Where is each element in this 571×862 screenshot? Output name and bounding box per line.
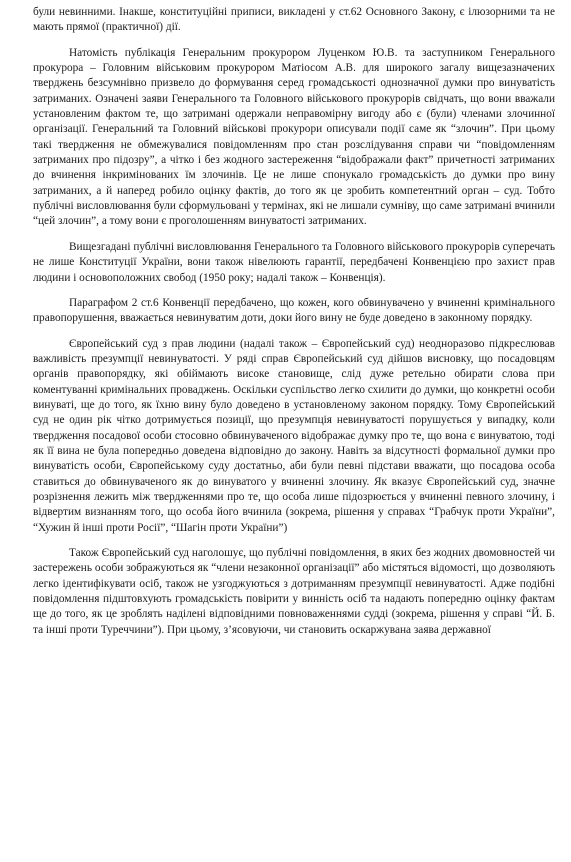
paragraph-continuation: були невинними. Інакше, конституційні приписи, викладені у ст.62 Основного Закону, є ілюзорними та не мають прямої (практичної) дії. (33, 6, 555, 34)
paragraph-article-6: Параграфом 2 ст.6 Конвенції передбачено, що кожен, кого обвинувачено у вчиненні кримінального правопорушення, вважається невинуватим доти, доки його вину не буде доведено в законному порядку. (33, 296, 555, 325)
paragraph-convention-guarantees: Вищезгадані публічні висловлювання Генерального та Головного військового прокурорів суперечать не лише Конституції України, вони також нівелюють гарантії, передбачені Конвенцією про захист прав людини і основоположних свобод (1950 року; надалі також – Конвенція). (33, 240, 555, 284)
paragraph-echr-public-statements: Також Європейський суд наголошує, що публічні повідомлення, в яких без жодних двомовностей чи застережень особи зображуються як “члени незаконної організації” або містяться відомості, що дозволяють легко ідентифікувати осіб, також не узгоджуються з дотриманням презумпції невинуватості. Адже подібні повідомлення підштовхують громадськість повірити у винність осіб та надають попередню оцінку фактам ще до того, як це зроблять наділені відповідними повноваженнями судді (зокрема, рішення у справі “Й. Б. та інші проти Туреччини”). При цьому, з’ясовуючи, чи становить оскаржувана заява державної (33, 547, 555, 636)
paragraph-prosecutor-statements: Натомість публікація Генеральним прокурором Луценком Ю.В. та заступником Генерального прокурора – Головним військовим прокурором Матіосом А.В. для широкого загалу вищезазначених тверджень безсумнівно призвело до формування серед громадськості однозначної думки про винуватість затриманих. Означені заяви Генерального та Головного військового прокурорів свідчать, що вони вважали установленим фактом те, що затримані одержали неправомірну вигоду або є (були) членами злочинної організації. Генеральний та Головний військові прокурори описували події саме як “злочин”. При цьому такі твердження не обмежувалися повідомленням про стан розслідування справи чи “повідомленням затриманих про підозру”, а чітко і без жодного застереження “відображали факт” причетності затриманих до вчинення інкримінованих їм злочинів. Це не лише спонукало громадськість до думки про вину затриманих, а й наперед робило оцінку фактів, до того як це зробить компетентний орган – суд. Тобто публічні висловлювання були сформульовані у термінах, які не лишали сумніву, що саме затримані вчинили “цей злочин”, а тому вони є проголошенням винуватості затриманих. (33, 46, 555, 228)
paragraph-echr-presumption: Європейський суд з прав людини (надалі також – Європейський суд) неодноразово підкреслював важливість презумпції невинуватості. У ряді справ Європейський суд дійшов висновку, що посадовцям органів правопорядку, які обіймають високе становище, слід дуже ретельно обирати слова при коментуванні кримінальних проваджень. Оскільки суспільство легко схилити до думки, що конкретні особи винуваті, ще до того, як їхню вину було доведено в установленому законом порядку. Тому Європейський суд не один рік чітко дотримується позиції, що презумпція невинуватості порушується у випадку, коли твердження посадової особи стосовно обвинуваченого відображає думку про те, що вона є винуватою, тоді як її вина не була попередньо доведена відповідно до закону. Навіть за відсутності формальної думки про винуватість особи, Європейському суду достатньо, аби були певні підстави вважати, що посадова особа ставиться до обвинуваченого як до винуватого у вчиненні злочину. Як вказує Європейський суд, значне розрізнення лежить між твердженнями про те, що особа лише підозрюється у вчиненні певного злочину, і відвертим визнанням того, що особа його вчинила (зокрема, рішення у справах “Грабчук проти України”, “Хужин й інші проти Росії”, “Шагін проти України”) (33, 337, 555, 534)
